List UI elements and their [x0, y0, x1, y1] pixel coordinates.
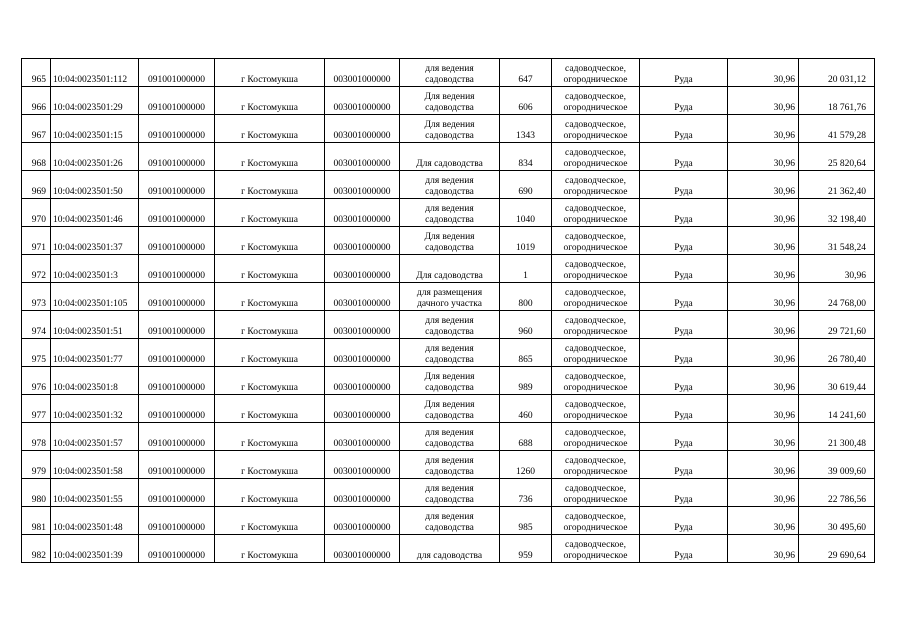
land-category-line: садоводческое, [565, 512, 626, 522]
table-row [22, 199, 875, 227]
land-category-line: огородническое [563, 159, 628, 169]
land-category-line: садоводческое, [565, 288, 626, 298]
permitted-use-line: садоводства [425, 187, 474, 197]
zone-cell: Руда [640, 227, 728, 255]
permitted-use-cell [400, 59, 500, 87]
permitted-use-line: Для ведения [424, 372, 475, 382]
permitted-use-line: Для садоводства [416, 159, 483, 169]
zone-cell: Руда [640, 59, 728, 87]
permitted-use-line: для ведения [425, 456, 474, 466]
cadastral-value-cell: 21 362,40 [799, 171, 875, 199]
zone-cell: Руда [640, 143, 728, 171]
row-number-cell: 967 [22, 115, 51, 143]
land-category-line: огородническое [563, 383, 628, 393]
area-cell: 606 [500, 87, 552, 115]
land-category-cell [552, 227, 640, 255]
city-cell: г Костомукша [215, 143, 325, 171]
table-row [22, 143, 875, 171]
row-number-cell: 969 [22, 171, 51, 199]
area-cell: 1019 [500, 227, 552, 255]
city-cell: г Костомукша [215, 255, 325, 283]
land-category-cell [552, 255, 640, 283]
cadastral-value-cell: 26 780,40 [799, 339, 875, 367]
area-cell: 985 [500, 507, 552, 535]
permitted-use-cell [400, 395, 500, 423]
rate-cell: 30,96 [728, 87, 799, 115]
rate-cell: 30,96 [728, 227, 799, 255]
cadastral-value-cell: 24 768,00 [799, 283, 875, 311]
permitted-use-cell [400, 479, 500, 507]
city-cell: г Костомукша [215, 227, 325, 255]
zone-cell: Руда [640, 395, 728, 423]
cadastral-number-cell: 10:04:0023501:29 [51, 87, 139, 115]
land-category-cell [552, 199, 640, 227]
zone-cell: Руда [640, 115, 728, 143]
rate-cell: 30,96 [728, 339, 799, 367]
okato-code-cell: 091001000000 [139, 199, 215, 227]
cadastral-value-cell: 25 820,64 [799, 143, 875, 171]
city-cell: г Костомукша [215, 283, 325, 311]
city-cell: г Костомукша [215, 115, 325, 143]
table-row [22, 59, 875, 87]
okato-code-cell: 091001000000 [139, 171, 215, 199]
land-category-line: огородническое [563, 327, 628, 337]
land-category-line: садоводческое, [565, 428, 626, 438]
permitted-use-cell [400, 171, 500, 199]
zone-cell: Руда [640, 507, 728, 535]
zone-cell: Руда [640, 479, 728, 507]
oktmo-code-cell: 003001000000 [325, 59, 400, 87]
cadastral-number-cell: 10:04:0023501:39 [51, 535, 139, 563]
row-number-cell: 977 [22, 395, 51, 423]
land-category-cell [552, 423, 640, 451]
permitted-use-cell [400, 199, 500, 227]
rate-cell: 30,96 [728, 423, 799, 451]
land-category-line: огородническое [563, 271, 628, 281]
rate-cell: 30,96 [728, 479, 799, 507]
permitted-use-line: для ведения [425, 344, 474, 354]
oktmo-code-cell: 003001000000 [325, 87, 400, 115]
land-category-cell [552, 339, 640, 367]
land-category-line: огородническое [563, 187, 628, 197]
permitted-use-line: садоводства [425, 75, 474, 85]
cadastral-number-cell: 10:04:0023501:26 [51, 143, 139, 171]
area-cell: 865 [500, 339, 552, 367]
permitted-use-cell [400, 367, 500, 395]
permitted-use-cell [400, 451, 500, 479]
permitted-use-line: садоводства [425, 523, 474, 533]
permitted-use-line: Для ведения [424, 232, 475, 242]
cadastral-number-cell: 10:04:0023501:112 [51, 59, 139, 87]
table-row [22, 451, 875, 479]
cadastral-number-cell: 10:04:0023501:3 [51, 255, 139, 283]
row-number-cell: 974 [22, 311, 51, 339]
city-cell: г Костомукша [215, 59, 325, 87]
land-category-cell [552, 59, 640, 87]
cadastral-value-cell: 29 690,64 [799, 535, 875, 563]
okato-code-cell: 091001000000 [139, 59, 215, 87]
zone-cell: Руда [640, 339, 728, 367]
oktmo-code-cell: 003001000000 [325, 339, 400, 367]
row-number-cell: 976 [22, 367, 51, 395]
rate-cell: 30,96 [728, 59, 799, 87]
cadastral-value-cell: 14 241,60 [799, 395, 875, 423]
land-category-line: огородническое [563, 495, 628, 505]
land-plots-table [21, 58, 875, 563]
city-cell: г Костомукша [215, 87, 325, 115]
table-body [22, 59, 875, 563]
oktmo-code-cell: 003001000000 [325, 367, 400, 395]
oktmo-code-cell: 003001000000 [325, 395, 400, 423]
land-category-line: огородническое [563, 103, 628, 113]
rate-cell: 30,96 [728, 283, 799, 311]
permitted-use-line: для ведения [425, 428, 474, 438]
zone-cell: Руда [640, 171, 728, 199]
zone-cell: Руда [640, 535, 728, 563]
land-category-cell [552, 507, 640, 535]
oktmo-code-cell: 003001000000 [325, 227, 400, 255]
rate-cell: 30,96 [728, 115, 799, 143]
permitted-use-line: для ведения [425, 512, 474, 522]
permitted-use-line: садоводства [425, 495, 474, 505]
zone-cell: Руда [640, 451, 728, 479]
okato-code-cell: 091001000000 [139, 479, 215, 507]
cadastral-number-cell: 10:04:0023501:48 [51, 507, 139, 535]
permitted-use-line: для садоводства [416, 551, 483, 561]
area-cell: 690 [500, 171, 552, 199]
permitted-use-line: садоводства [425, 383, 474, 393]
permitted-use-line: дачного участка [417, 299, 482, 309]
cadastral-value-cell: 41 579,28 [799, 115, 875, 143]
land-category-line: огородническое [563, 131, 628, 141]
area-cell: 1 [500, 255, 552, 283]
land-category-cell [552, 87, 640, 115]
permitted-use-cell [400, 143, 500, 171]
land-category-line: огородническое [563, 215, 628, 225]
row-number-cell: 975 [22, 339, 51, 367]
land-category-cell [552, 311, 640, 339]
city-cell: г Костомукша [215, 395, 325, 423]
area-cell: 647 [500, 59, 552, 87]
permitted-use-cell [400, 227, 500, 255]
city-cell: г Костомукша [215, 311, 325, 339]
city-cell: г Костомукша [215, 171, 325, 199]
permitted-use-line: садоводства [425, 327, 474, 337]
table-row [22, 535, 875, 563]
rate-cell: 30,96 [728, 367, 799, 395]
oktmo-code-cell: 003001000000 [325, 171, 400, 199]
okato-code-cell: 091001000000 [139, 507, 215, 535]
cadastral-number-cell: 10:04:0023501:37 [51, 227, 139, 255]
cadastral-number-cell: 10:04:0023501:46 [51, 199, 139, 227]
row-number-cell: 966 [22, 87, 51, 115]
rate-cell: 30,96 [728, 255, 799, 283]
cadastral-value-cell: 30,96 [799, 255, 875, 283]
permitted-use-cell [400, 339, 500, 367]
city-cell: г Костомукша [215, 479, 325, 507]
oktmo-code-cell: 003001000000 [325, 451, 400, 479]
land-category-cell [552, 451, 640, 479]
land-category-line: садоводческое, [565, 372, 626, 382]
cadastral-number-cell: 10:04:0023501:77 [51, 339, 139, 367]
table-row [22, 395, 875, 423]
cadastral-value-cell: 29 721,60 [799, 311, 875, 339]
land-category-line: садоводческое, [565, 92, 626, 102]
okato-code-cell: 091001000000 [139, 311, 215, 339]
permitted-use-cell [400, 507, 500, 535]
oktmo-code-cell: 003001000000 [325, 283, 400, 311]
zone-cell: Руда [640, 283, 728, 311]
city-cell: г Костомукша [215, 367, 325, 395]
oktmo-code-cell: 003001000000 [325, 115, 400, 143]
cadastral-value-cell: 31 548,24 [799, 227, 875, 255]
cadastral-value-cell: 21 300,48 [799, 423, 875, 451]
area-cell: 959 [500, 535, 552, 563]
rate-cell: 30,96 [728, 171, 799, 199]
cadastral-number-cell: 10:04:0023501:50 [51, 171, 139, 199]
rate-cell: 30,96 [728, 311, 799, 339]
table-row [22, 339, 875, 367]
rate-cell: 30,96 [728, 143, 799, 171]
area-cell: 1260 [500, 451, 552, 479]
land-category-line: садоводческое, [565, 64, 626, 74]
permitted-use-line: садоводства [425, 355, 474, 365]
land-category-line: садоводческое, [565, 540, 626, 550]
row-number-cell: 982 [22, 535, 51, 563]
city-cell: г Костомукша [215, 423, 325, 451]
rate-cell: 30,96 [728, 507, 799, 535]
okato-code-cell: 091001000000 [139, 395, 215, 423]
cadastral-value-cell: 30 495,60 [799, 507, 875, 535]
okato-code-cell: 091001000000 [139, 115, 215, 143]
row-number-cell: 980 [22, 479, 51, 507]
city-cell: г Костомукша [215, 507, 325, 535]
permitted-use-line: для размещения [416, 288, 483, 298]
permitted-use-line: для ведения [425, 316, 474, 326]
table-row [22, 115, 875, 143]
area-cell: 688 [500, 423, 552, 451]
cadastral-number-cell: 10:04:0023501:15 [51, 115, 139, 143]
cadastral-number-cell: 10:04:0023501:57 [51, 423, 139, 451]
land-category-line: садоводческое, [565, 148, 626, 158]
okato-code-cell: 091001000000 [139, 255, 215, 283]
area-cell: 1040 [500, 199, 552, 227]
permitted-use-cell [400, 115, 500, 143]
permitted-use-line: для ведения [425, 204, 474, 214]
city-cell: г Костомукша [215, 199, 325, 227]
table-row [22, 367, 875, 395]
rate-cell: 30,96 [728, 535, 799, 563]
area-cell: 1343 [500, 115, 552, 143]
okato-code-cell: 091001000000 [139, 451, 215, 479]
permitted-use-cell [400, 535, 500, 563]
oktmo-code-cell: 003001000000 [325, 479, 400, 507]
permitted-use-line: садоводства [425, 439, 474, 449]
area-cell: 960 [500, 311, 552, 339]
rate-cell: 30,96 [728, 395, 799, 423]
table-row [22, 311, 875, 339]
okato-code-cell: 091001000000 [139, 143, 215, 171]
permitted-use-line: садоводства [425, 131, 474, 141]
permitted-use-cell [400, 87, 500, 115]
land-category-line: садоводческое, [565, 204, 626, 214]
city-cell: г Костомукша [215, 451, 325, 479]
land-category-line: садоводческое, [565, 232, 626, 242]
land-category-line: садоводческое, [565, 316, 626, 326]
table-row [22, 479, 875, 507]
zone-cell: Руда [640, 311, 728, 339]
cadastral-value-cell: 32 198,40 [799, 199, 875, 227]
table-row [22, 507, 875, 535]
zone-cell: Руда [640, 367, 728, 395]
permitted-use-line: Для ведения [424, 400, 475, 410]
land-category-line: садоводческое, [565, 484, 626, 494]
land-category-line: огородническое [563, 75, 628, 85]
city-cell: г Костомукша [215, 535, 325, 563]
cadastral-number-cell: 10:04:0023501:55 [51, 479, 139, 507]
land-category-cell [552, 115, 640, 143]
land-category-cell [552, 367, 640, 395]
table-row [22, 255, 875, 283]
permitted-use-cell [400, 255, 500, 283]
area-cell: 460 [500, 395, 552, 423]
area-cell: 800 [500, 283, 552, 311]
cadastral-number-cell: 10:04:0023501:32 [51, 395, 139, 423]
permitted-use-line: садоводства [425, 467, 474, 477]
okato-code-cell: 091001000000 [139, 339, 215, 367]
permitted-use-line: Для ведения [424, 92, 475, 102]
permitted-use-line: садоводства [425, 411, 474, 421]
permitted-use-line: садоводства [425, 215, 474, 225]
permitted-use-line: садоводства [425, 103, 474, 113]
land-category-cell [552, 171, 640, 199]
cadastral-number-cell: 10:04:0023501:105 [51, 283, 139, 311]
zone-cell: Руда [640, 423, 728, 451]
land-category-line: огородническое [563, 411, 628, 421]
permitted-use-cell [400, 311, 500, 339]
row-number-cell: 978 [22, 423, 51, 451]
cadastral-value-cell: 30 619,44 [799, 367, 875, 395]
land-category-cell [552, 479, 640, 507]
land-category-line: огородническое [563, 551, 628, 561]
land-category-line: садоводческое, [565, 400, 626, 410]
land-category-line: огородническое [563, 439, 628, 449]
row-number-cell: 972 [22, 255, 51, 283]
oktmo-code-cell: 003001000000 [325, 199, 400, 227]
oktmo-code-cell: 003001000000 [325, 143, 400, 171]
cadastral-number-cell: 10:04:0023501:8 [51, 367, 139, 395]
land-category-line: садоводческое, [565, 176, 626, 186]
zone-cell: Руда [640, 255, 728, 283]
table-row [22, 227, 875, 255]
permitted-use-line: Для ведения [424, 120, 475, 130]
row-number-cell: 973 [22, 283, 51, 311]
permitted-use-line: для ведения [425, 484, 474, 494]
cadastral-value-cell: 22 786,56 [799, 479, 875, 507]
land-category-line: огородническое [563, 467, 628, 477]
cadastral-number-cell: 10:04:0023501:58 [51, 451, 139, 479]
okato-code-cell: 091001000000 [139, 423, 215, 451]
cadastral-value-cell: 18 761,76 [799, 87, 875, 115]
row-number-cell: 979 [22, 451, 51, 479]
rate-cell: 30,96 [728, 451, 799, 479]
permitted-use-line: для ведения [425, 64, 474, 74]
permitted-use-cell [400, 283, 500, 311]
zone-cell: Руда [640, 87, 728, 115]
land-category-cell [552, 283, 640, 311]
table-row [22, 171, 875, 199]
permitted-use-line: садоводства [425, 243, 474, 253]
area-cell: 989 [500, 367, 552, 395]
row-number-cell: 970 [22, 199, 51, 227]
land-category-line: огородническое [563, 523, 628, 533]
okato-code-cell: 091001000000 [139, 87, 215, 115]
permitted-use-line: Для садоводства [416, 271, 483, 281]
rate-cell: 30,96 [728, 199, 799, 227]
land-category-line: огородническое [563, 243, 628, 253]
land-category-line: садоводческое, [565, 120, 626, 130]
land-category-cell [552, 395, 640, 423]
okato-code-cell: 091001000000 [139, 535, 215, 563]
land-category-line: садоводческое, [565, 260, 626, 270]
cadastral-value-cell: 20 031,12 [799, 59, 875, 87]
oktmo-code-cell: 003001000000 [325, 507, 400, 535]
table-row [22, 87, 875, 115]
okato-code-cell: 091001000000 [139, 227, 215, 255]
oktmo-code-cell: 003001000000 [325, 535, 400, 563]
zone-cell: Руда [640, 199, 728, 227]
row-number-cell: 965 [22, 59, 51, 87]
okato-code-cell: 091001000000 [139, 367, 215, 395]
land-category-line: садоводческое, [565, 344, 626, 354]
permitted-use-cell [400, 423, 500, 451]
row-number-cell: 981 [22, 507, 51, 535]
permitted-use-line: для ведения [425, 176, 474, 186]
land-category-line: садоводческое, [565, 456, 626, 466]
land-category-cell [552, 535, 640, 563]
oktmo-code-cell: 003001000000 [325, 311, 400, 339]
cadastral-value-cell: 39 009,60 [799, 451, 875, 479]
row-number-cell: 968 [22, 143, 51, 171]
table-row [22, 283, 875, 311]
oktmo-code-cell: 003001000000 [325, 423, 400, 451]
land-category-line: огородническое [563, 355, 628, 365]
land-category-line: огородническое [563, 299, 628, 309]
area-cell: 736 [500, 479, 552, 507]
cadastral-number-cell: 10:04:0023501:51 [51, 311, 139, 339]
city-cell: г Костомукша [215, 339, 325, 367]
area-cell: 834 [500, 143, 552, 171]
land-category-cell [552, 143, 640, 171]
table-row [22, 423, 875, 451]
row-number-cell: 971 [22, 227, 51, 255]
oktmo-code-cell: 003001000000 [325, 255, 400, 283]
okato-code-cell: 091001000000 [139, 283, 215, 311]
